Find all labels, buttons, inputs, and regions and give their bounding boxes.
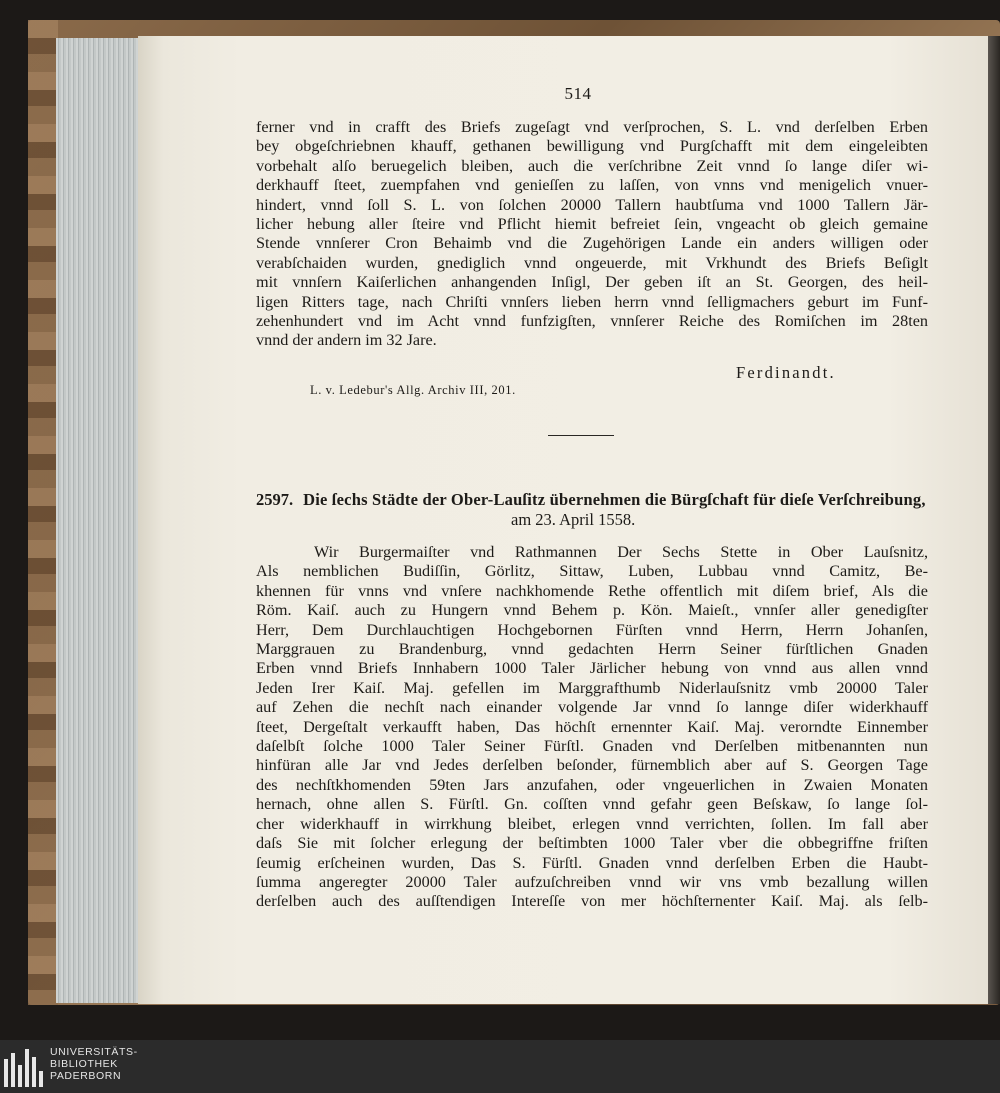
paragraph-2 bbox=[256, 543, 928, 912]
text-line: derſelben auch des auſſtendigen Intereſſe von mer höchſternenter Kaiſ. Maj. als ſelb- bbox=[256, 892, 928, 911]
text-line: ſumma angeregter 20000 Taler aufzuſchreiben vnnd wir vns vmb bezallung willen bbox=[256, 872, 928, 891]
text-line: daſelbſt ſolche 1000 Taler Seiner Fürſtl. Gnaden vnd Derſelben mitbenannten nun bbox=[256, 737, 928, 756]
text-line: hindert, vnnd ſoll S. L. von ſolchen 20000 Tallern haubtſuma vnd 1000 Tallern Jär- bbox=[256, 195, 928, 214]
text-line: Wir Burgermaiſter vnd Rathmannen Der Sechs Stette in Ober Lauſsnitz, bbox=[314, 543, 928, 561]
text-line: Herr, Dem Durchlauchtigen Hochgebornen Fürſten vnnd Herrn, Herrn Johanſen, bbox=[256, 620, 928, 639]
library-name-line: PADERBORN bbox=[50, 1070, 122, 1082]
library-logo-icon bbox=[4, 1047, 44, 1087]
text-line: ligen Ritters tage, nach Chriſti vnnſers lieben herrn vnnd ſelligmachers geburt im Funf- bbox=[256, 292, 928, 311]
text-line: Röm. Kaiſ. auch zu Hungern vnnd Behem p. Kön. Maieſt., vnnſer aller genedigſter bbox=[256, 601, 928, 620]
page-edges bbox=[56, 38, 140, 1003]
text-line: Jeden Irer Kaiſ. Maj. gefellen im Marggrafthumb Niderlauſsnitz vmb 20000 Taler bbox=[256, 678, 928, 697]
text-line: licher hebung aller ſteire vnd Pflicht hiemit befreiet ſein, vngeacht ob gleich gemaine bbox=[256, 215, 928, 234]
text-line: bey obgeſchriebnen khauff, gethanen bewilligung vnd Purgſchafft mit dem eingeleibten bbox=[256, 137, 928, 156]
text-line: hinfüran alle Jar vnd Jedes derſelben beſonder, fürnemblich aber auf S. Georgen Tage bbox=[256, 756, 928, 775]
text-line: hernach, ohne allen S. Fürſtl. Gn. coſſten vnnd gefahr geen Beſskaw, ſo lange ſol- bbox=[256, 795, 928, 814]
section-date: am 23. April 1558. bbox=[511, 510, 636, 529]
text-line: Als nemblichen Budiſſin, Görlitz, Sittaw, Luben, Lubbau vnnd Camitz, Be- bbox=[256, 562, 928, 581]
text-line: ferner vnd in crafft des Briefs zugeſagt vnd verſprochen, S. L. vnd derſelben Erben bbox=[256, 118, 928, 136]
source-citation: L. v. Ledebur's Allg. Archiv III, 201. bbox=[310, 383, 516, 397]
book-spine bbox=[28, 20, 58, 1005]
text-line: zehenhundert vnd im Acht vnnd funfzigſten, vnnſerer Reiche des Romiſchen im 28ten bbox=[256, 312, 928, 331]
book-page bbox=[138, 36, 988, 1004]
signature: Ferdinandt. bbox=[736, 363, 836, 382]
text-line: verabſchaiden wurden, gnediglich vnnd ongeuerde, mit Vrkhundt des Briefs Beſiglt bbox=[256, 253, 928, 272]
library-name-line: UNIVERSITÄTS- bbox=[50, 1046, 138, 1058]
section-title: Die ſechs Städte der Ober-Lauſitz übernehmen die Bürgſchaft für dieſe Verſchreibung, bbox=[303, 490, 926, 509]
text-line: des nechſtkhomenden 59ten Jars anzufahen, oder vngeuerlichen in Zwaien Monaten bbox=[256, 775, 928, 794]
text-line: ſteet, Dergeſtalt verkaufft haben, Das höchſt ernennter Kaiſ. Maj. verorndte Einnember bbox=[256, 717, 928, 736]
text-line: daſs Sie mit ſolcher erlegung der beſtimbten 1000 Taler vber die obbegriffne friſten bbox=[256, 834, 928, 853]
section-number: 2597. bbox=[256, 490, 294, 509]
text-line: mit vnnſern Kaiſerlichen anhangenden Inſigl, Der geben iſt an St. Georgen, des heil- bbox=[256, 273, 928, 292]
facing-page-edge bbox=[988, 36, 1000, 1004]
text-line: ſeumig erſcheinen wurden, Das S. Fürſtl. Gnaden vnnd derſelben Erben die Haubt- bbox=[256, 853, 928, 872]
text-line: vorbehalt alſo beruegelich bleiben, auch die verſchribne Zeit vnnd ſo lange diſer wi- bbox=[256, 156, 928, 175]
library-footer bbox=[0, 1040, 1000, 1093]
text-line: auf Zehen die nechſt nach einander volgende Jar vnnd ſo lannge diſer widerkhauff bbox=[256, 698, 928, 717]
library-name-line: BIBLIOTHEK bbox=[50, 1058, 118, 1070]
text-line: vnnd der andern im 32 Jare. bbox=[256, 331, 437, 350]
text-line: khennen für vnns vnd vnſere nachkhomende Rethe offentlich mit diſem brief, Als die bbox=[256, 581, 928, 600]
section-divider bbox=[548, 435, 614, 436]
text-line: Erben vnnd Briefs Innhabern 1000 Taler Järlicher hebung von vnnd aus allen vnnd bbox=[256, 659, 928, 678]
library-name bbox=[50, 1046, 138, 1082]
text-line: cher widerkhauff in wirrkhung bleibet, erlegen vnnd verrichten, ſollen. Im fall aber bbox=[256, 814, 928, 833]
paragraph-1 bbox=[256, 118, 928, 351]
text-line: derkhauff ſteet, zuempfahen vnd genieſſen zu laſſen, von vnns vnd menigelich vnuer- bbox=[256, 176, 928, 195]
text-line: Stende vnnſerer Cron Behaimb vnd die Zugehörigen Lande ein anders willigen oder bbox=[256, 234, 928, 253]
text-line: Marggrauen zu Brandenburg, vnnd gedachten Herrn Seiner fürſtlichen Gnaden bbox=[256, 640, 928, 659]
section-heading bbox=[256, 490, 928, 530]
page-number: 514 bbox=[564, 84, 592, 103]
